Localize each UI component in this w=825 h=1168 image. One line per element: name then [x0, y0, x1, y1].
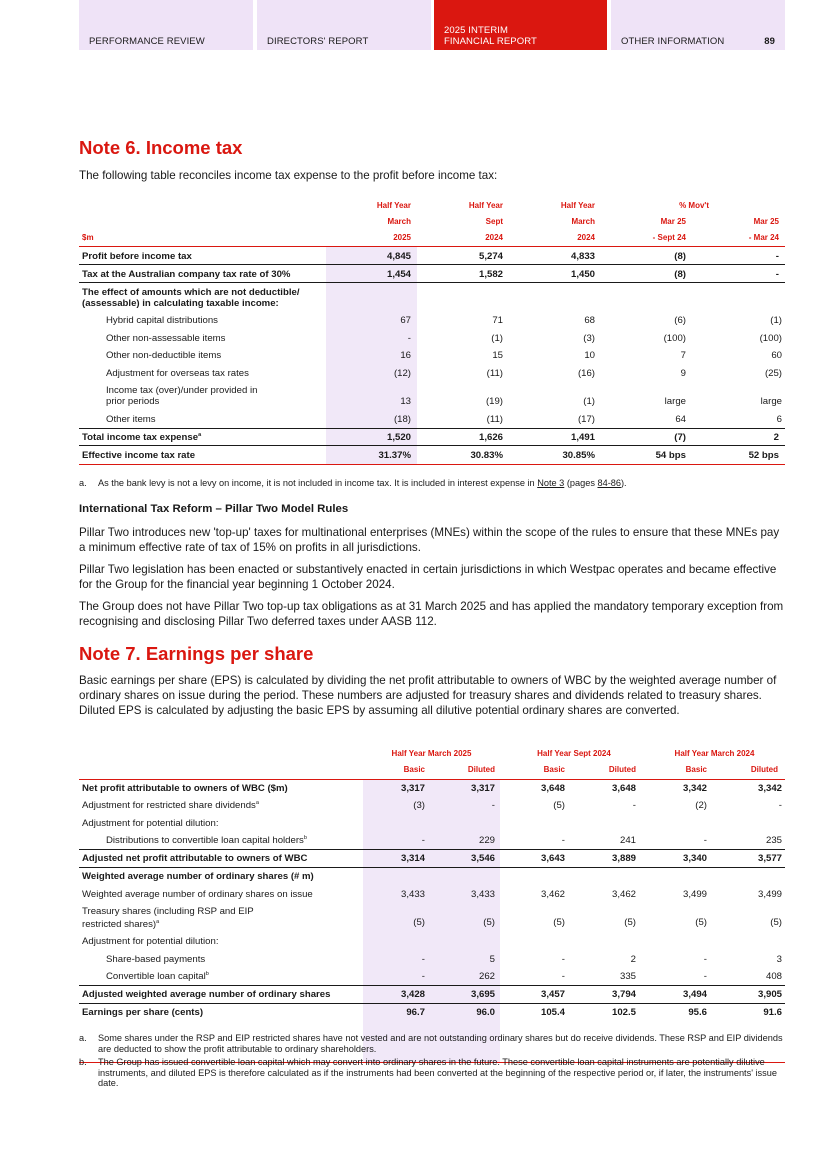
row-rule: [79, 264, 785, 265]
tab-label-line2: FINANCIAL REPORT: [444, 36, 537, 47]
row-rule: [79, 867, 785, 868]
tab-label: PERFORMANCE REVIEW: [89, 36, 205, 47]
cell-value: 3,462: [611, 889, 636, 900]
row-label: Weighted average number of ordinary shares (# m): [82, 871, 314, 883]
row-label: Net profit attributable to owners of WBC ($m): [82, 783, 288, 795]
tab-label-line1: 2025 INTERIM: [444, 25, 509, 36]
cell-value: (3): [413, 800, 425, 811]
col-header: Diluted: [750, 765, 778, 774]
tab-label: DIRECTORS' REPORT: [267, 36, 369, 47]
cell-value: 3: [776, 954, 782, 965]
cell-value: -: [632, 800, 636, 811]
col-header: 2024: [577, 233, 595, 242]
col-header: Basic: [543, 765, 565, 774]
unit-label: $m: [82, 233, 94, 242]
cell-value: (5): [695, 917, 707, 928]
cell-value: 229: [478, 835, 495, 846]
cell-value: 3,648: [540, 783, 565, 794]
group-header: Half Year March 2024: [674, 749, 755, 758]
col-header: Basic: [403, 765, 425, 774]
col-header: March: [387, 217, 411, 226]
cell-value: 335: [619, 971, 636, 982]
row-label: Earnings per share (cents): [82, 1007, 204, 1019]
col-header: 2024: [485, 233, 503, 242]
row-rule: [79, 985, 785, 986]
cell-value: 5: [489, 954, 495, 965]
row-label: Adjustment for potential dilution:: [82, 818, 219, 830]
table-bottom-rule: [79, 464, 785, 465]
cell-value: 95.6: [688, 1007, 707, 1018]
col-header: Sept: [485, 217, 503, 226]
cell-value: 3,340: [682, 853, 707, 864]
cell-value: 3,499: [757, 889, 782, 900]
cell-value: 241: [619, 835, 636, 846]
cell-value: 3,577: [757, 853, 782, 864]
col-header: Basic: [685, 765, 707, 774]
cell-value: 3,889: [611, 853, 636, 864]
cell-value: 3,643: [540, 853, 565, 864]
row-label: Treasury shares (including RSP and EIP restricted shares)$^a$: [82, 906, 254, 931]
col-header: March: [571, 217, 595, 226]
cell-value: 3,457: [540, 989, 565, 1000]
header-rule: [79, 779, 785, 780]
eps-table: [79, 746, 785, 1062]
cell-value: (5): [770, 917, 782, 928]
tab-other-information[interactable]: [611, 0, 785, 50]
col-header: Half Year: [560, 201, 595, 210]
income-tax-table: Half Year March 2025 Half Year Sept 2024 Half Year March 2024 % Mov't Mar 25 - Sept 24 Mar 25 - Mar 24 $m Profit before income tax 4,845 5,274 4,833 (8) - Tax at the Australian company tax rate of 30% 1,454 1,582 1,450 (8) - The effect of amounts which are not deductible/ (assessable) in calculating taxable income: Hybrid capital distributions 67 71 68 (6) (1) Other non-assessable items - (1) (3) (100) (100) Other non-deductible items 16 15 10 7 60 Adjustment for overseas tax rates (12) (11) (16) 9 (25) Income tax (over)/under provided in prior periods 13 (19) (1) large large Other items (18) (11) (17) 64 6 Total income tax expense$^a$ 1,520 1,626 1,491 (7) 2 Effective income tax rate 31.37% 30.83% 30.85% 54 bps 52 bps: [79, 198, 785, 466]
note3-link[interactable]: Note 3: [537, 478, 565, 488]
cell-value: (5): [553, 917, 565, 928]
group-header: Half Year Sept 2024: [537, 749, 611, 758]
cell-value: -: [561, 954, 565, 965]
row-label: Weighted average number of ordinary shares on issue: [82, 889, 313, 901]
row-label: Adjustment for restricted share dividends$^a$: [82, 800, 259, 812]
cell-value: -: [561, 835, 565, 846]
group-header: Half Year March 2025: [391, 749, 472, 758]
col-header: Mar 25: [753, 217, 779, 226]
cell-value: 235: [765, 835, 782, 846]
cell-value: 3,317: [400, 783, 425, 794]
cell-value: 3,317: [470, 783, 495, 794]
cell-value: -: [421, 835, 425, 846]
cell-value: (5): [553, 800, 565, 811]
cell-value: 96.7: [406, 1007, 425, 1018]
cell-value: 3,546: [470, 853, 495, 864]
cell-value: 3,499: [682, 889, 707, 900]
cell-value: 3,342: [682, 783, 707, 794]
cell-value: (5): [624, 917, 636, 928]
col-header: % Mov't: [679, 201, 709, 210]
row-label: Adjusted weighted average number of ordinary shares: [82, 989, 331, 1001]
cell-value: 102.5: [611, 1007, 636, 1018]
cell-value: -: [421, 954, 425, 965]
cell-value: -: [421, 971, 425, 982]
pages-link[interactable]: 84-86: [597, 478, 621, 488]
tab-performance-review[interactable]: [79, 0, 253, 50]
page-header: [79, 0, 785, 50]
cell-value: 3,433: [470, 889, 495, 900]
cell-value: 105.4: [540, 1007, 565, 1018]
cell-value: 3,494: [682, 989, 707, 1000]
row-rule: [79, 445, 785, 446]
cell-value: (5): [483, 917, 495, 928]
row-rule: [79, 1003, 785, 1004]
note7-intro: Basic earnings per share (EPS) is calculated by dividing the net profit attributable to owners of WBC by the weighted average number of ordinary shares on issue during the period. These numbers are adjusted for treasury shares and dividends related to treasury shares. Diluted EPS is calculated by adjusting the basic EPS by assuming all dilutive potential ordinary shares are converted.: [79, 674, 777, 717]
row-label: Share-based payments: [106, 954, 206, 966]
cell-value: 3,314: [400, 853, 425, 864]
cell-value: 2: [630, 954, 636, 965]
note6-intro: The following table reconciles income tax expense to the profit before income tax:: [79, 169, 498, 182]
cell-value: 3,462: [540, 889, 565, 900]
cell-value: -: [703, 954, 707, 965]
cell-value: -: [491, 800, 495, 811]
col-header: - Sept 24: [652, 233, 686, 242]
row-label: Adjustment for potential dilution:: [82, 936, 219, 948]
tab-interim-financial-report[interactable]: [434, 0, 607, 50]
cell-value: 3,695: [470, 989, 495, 1000]
header-rule: [79, 246, 785, 247]
row-rule: [79, 849, 785, 850]
cell-value: 3,433: [400, 889, 425, 900]
cell-value: 408: [765, 971, 782, 982]
cell-value: 91.6: [763, 1007, 782, 1018]
pillar-two-para-1: Pillar Two introduces new 'top-up' taxes for multinational enterprises (MNEs) within the scope of the rules to ensure that these MNEs pay a minimum effective rate of tax of 15% on profits in all jurisdictions.: [79, 526, 780, 554]
cell-value: -: [778, 800, 782, 811]
cell-value: -: [703, 971, 707, 982]
page-number: 89: [764, 36, 775, 47]
cell-value: 3,428: [400, 989, 425, 1000]
pillar-two-para-2: Pillar Two legislation has been enacted or substantively enacted in certain jurisdictions in which Westpac operates and became effective for the Group for the financial year beginning 1 October 2024.: [79, 563, 777, 591]
cell-value: 3,794: [611, 989, 636, 1000]
row-label: Convertible loan capital$^b$: [106, 971, 209, 983]
col-header: 2025: [393, 233, 411, 242]
row-label: Adjusted net profit attributable to owners of WBC: [82, 853, 308, 865]
cell-value: 96.0: [476, 1007, 495, 1018]
cell-value: (2): [695, 800, 707, 811]
note7-title: Note 7. Earnings per share: [79, 643, 314, 664]
tab-label: OTHER INFORMATION: [621, 36, 725, 47]
row-rule: [79, 282, 785, 283]
row-label: Distributions to convertible loan capital holders$^b$: [106, 835, 307, 847]
cell-value: (5): [413, 917, 425, 928]
col-header: Mar 25: [660, 217, 686, 226]
cell-value: -: [561, 971, 565, 982]
row-rule: [79, 428, 785, 429]
col-header: - Mar 24: [748, 233, 779, 242]
col-header: Half Year: [468, 201, 503, 210]
col-header: Diluted: [608, 765, 636, 774]
cell-value: 3,648: [611, 783, 636, 794]
cell-value: 262: [478, 971, 495, 982]
cell-value: 3,905: [757, 989, 782, 1000]
note6-title: Note 6. Income tax: [79, 137, 243, 158]
pillar-two-heading: International Tax Reform – Pillar Two Model Rules: [79, 503, 349, 515]
cell-value: -: [703, 835, 707, 846]
pillar-two-para-3: The Group does not have Pillar Two top-up tax obligations as at 31 March 2025 and has applied the mandatory temporary exception from recognising and disclosing Pillar Two deferred taxes under AASB 112.: [79, 600, 784, 628]
col-header: Half Year: [376, 201, 411, 210]
tab-directors-report[interactable]: [257, 0, 431, 50]
col-header: Diluted: [467, 765, 495, 774]
cell-value: 3,342: [757, 783, 782, 794]
